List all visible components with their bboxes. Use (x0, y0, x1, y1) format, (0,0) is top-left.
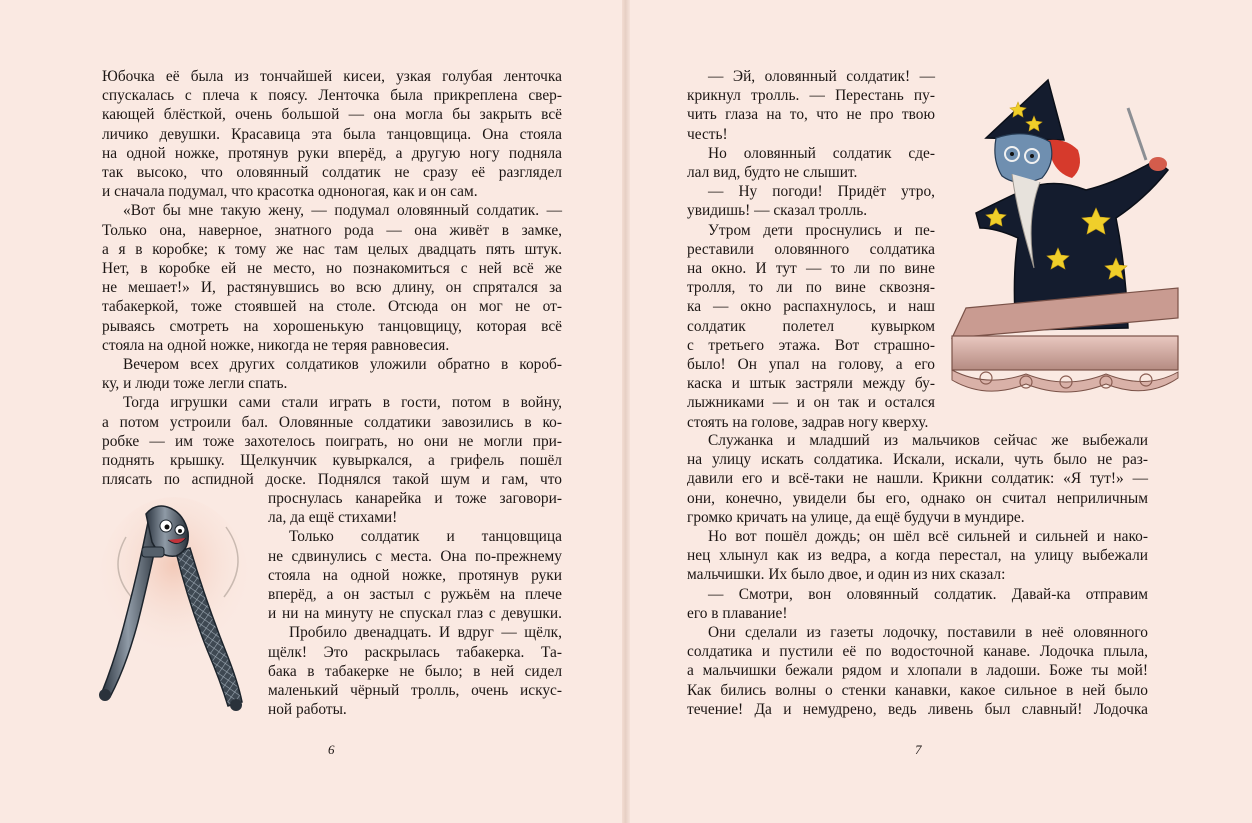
text-line: Только она, наверное, знатного рода — она живёт в замке, (102, 221, 562, 239)
text-line: было! Он упал на голову, а его (687, 356, 935, 373)
text-line: Как бились волны о стенки канавки, какое сильное в ней было (687, 681, 1148, 699)
text-line: а я в коробке; к тому же нас там целых двадцать пять штук. (102, 240, 562, 258)
text-line: чить глаза на то, что не про твою (687, 106, 935, 124)
text-line: — Эй, оловянный солдатик! — (708, 68, 935, 85)
text-line: и ни на минуту не спускал глаз с девушки. (268, 605, 562, 623)
text-line: бака в табакерке не было; в ней сидел (268, 662, 562, 680)
text-line: громко кричать на улице, да ещё будучи в мундире. (687, 508, 1025, 526)
text-line: проснулась канарейка и тоже заговори- (268, 490, 562, 507)
text-line: Только солдатик и танцовщица (289, 528, 562, 546)
text-line: так высоко, что оловянный солдатик не сразу её разглядел (102, 164, 562, 181)
text-line: лал вид, будто не слышит. (687, 164, 858, 181)
text-line: стояла на одной ножке, никогда не теряя равновесия. (102, 336, 450, 354)
text-line: Они сделали из газеты лодочку, поставили в неё оловянного (708, 624, 1148, 641)
text-line: на улицу искать солдатика. Искали, искали, чуть было не раз- (687, 451, 1148, 469)
text-line: не сдвинулись с места. Она по-прежнему (268, 547, 562, 565)
nutcracker-illustration (96, 492, 256, 717)
book-gutter (622, 0, 630, 823)
text-line: спускалась с плеча к поясу. Ленточка была прикреплена свер- (102, 87, 562, 105)
text-line: ной работы. (268, 701, 347, 719)
troll-in-snuffbox-illustration (946, 78, 1182, 400)
text-line: стоять на голове, задрав ногу кверху. (687, 413, 929, 431)
text-line: поднять крышку. Щелкунчик кувыркался, а грифель пошёл (102, 452, 562, 469)
page-number-right: 7 (915, 742, 922, 757)
text-line: рываясь смотреть на хорошенькую танцовщицу, которая всё (102, 317, 562, 335)
text-line: робке — им тоже захотелось поиграть, но они не могли при- (102, 432, 562, 450)
text-line: Утром дети проснулись и пе- (708, 221, 935, 239)
text-line: вперёд, а он застыл с ружьём на плече (268, 586, 562, 603)
text-line: личико девушки. Красавица эта была танцовщица. Она стояла (102, 125, 562, 143)
text-line: а потом устроили бал. Оловянные солдатики завозились в ко- (102, 413, 562, 431)
text-line: реставили оловянного солдатика (687, 240, 935, 258)
text-line: не мешает!» И, растянувшись во всю длину, он спрятался за (102, 279, 562, 297)
text-line: — Смотри, вон оловянный солдатик. Давай-ка отправим (708, 585, 1148, 603)
text-line: ка — окно распахнулось, и наш (687, 298, 935, 316)
text-line: «Вот бы мне такую жену, — подумал оловянный солдатик. — (123, 202, 562, 220)
text-line: — Ну погоди! Придёт утро, (708, 183, 935, 201)
text-line: крикнул тролль. — Перестань пу- (687, 87, 935, 105)
text-line: с третьего этажа. Вот страшно- (687, 336, 935, 354)
text-line: Юбочка её была из тончайшей кисеи, узкая голубая ленточка (102, 68, 562, 85)
text-line: лыжниками — и он так и остался (687, 394, 935, 412)
text-line: его в плавание! (687, 604, 788, 622)
text-line: солдатика и пустили её по водосточной канаве. Лодочка плыла, (687, 643, 1148, 661)
text-line: честь! (687, 125, 728, 143)
text-line: на окно. И тут — то ли по вине (687, 260, 935, 277)
text-line: ла, да ещё стихами! (268, 509, 398, 527)
text-line: мальчишки. Их было двое, и один из них сказал: (687, 566, 1006, 584)
text-line: а мальчишки бежали рядом и хлопали в ладоши. Боже ты мой! (687, 662, 1148, 680)
text-line: маленький чёрный тролль, очень искус- (268, 682, 562, 699)
text-line: тролля, то ли по вине сквозня- (687, 279, 935, 297)
text-line: табакеркой, тоже стоявшей на столе. Отсюда он мог не от- (102, 298, 562, 316)
text-line: ку, и люди тоже легли спать. (102, 375, 288, 393)
text-line: Служанка и младший из мальчиков сейчас же выбежали (708, 432, 1148, 449)
text-line: увидишь! — сказал тролль. (687, 202, 868, 220)
text-line: плясать по аспидной доске. Поднялся такой шум и гам, что (102, 471, 562, 489)
text-line: на одной ножке, протянув руки вперёд, а другую ногу подняла (102, 144, 562, 162)
text-line: Пробило двенадцать. И вдруг — щёлк, (289, 624, 562, 642)
text-line: Тогда игрушки сами стали играть в гости, потом в войну, (123, 394, 562, 412)
text-line: нец хлынул как из ведра, а когда перестал, на улицу выбежали (687, 547, 1148, 565)
text-line: и сначала подумал, что красотка одноногая, как и он сам. (102, 183, 478, 201)
text-line: каска и штык застряли между бу- (687, 375, 935, 393)
text-line: стояла на одной ножке, протянув руки (268, 566, 562, 584)
text-line: щёлк! Это раскрылась табакерка. Та- (268, 643, 562, 661)
text-line: кающей блёсткой, очень большой — она могла бы закрыть всё (102, 106, 562, 124)
text-line: они, конечно, увидели бы его, однако он считал неприличным (687, 489, 1148, 507)
text-line: давили его и всё-таки не нашли. Крикни солдатик: «Я тут!» — (687, 470, 1148, 488)
text-line: течение! Да и немудрено, ведь ливень был славный! Лодочка (687, 700, 1148, 718)
text-line: Но вот пошёл дождь; он шёл всё сильней и сильней и нако- (708, 528, 1148, 545)
text-line: солдатик полетел кувырком (687, 317, 935, 335)
text-line: Вечером всех других солдатиков уложили обратно в короб- (123, 356, 562, 373)
text-line: Но оловянный солдатик сде- (708, 144, 935, 162)
page-number-left: 6 (328, 742, 335, 757)
text-line: Нет, в коробке ей не место, но познакомиться с ней всё же (102, 260, 562, 277)
